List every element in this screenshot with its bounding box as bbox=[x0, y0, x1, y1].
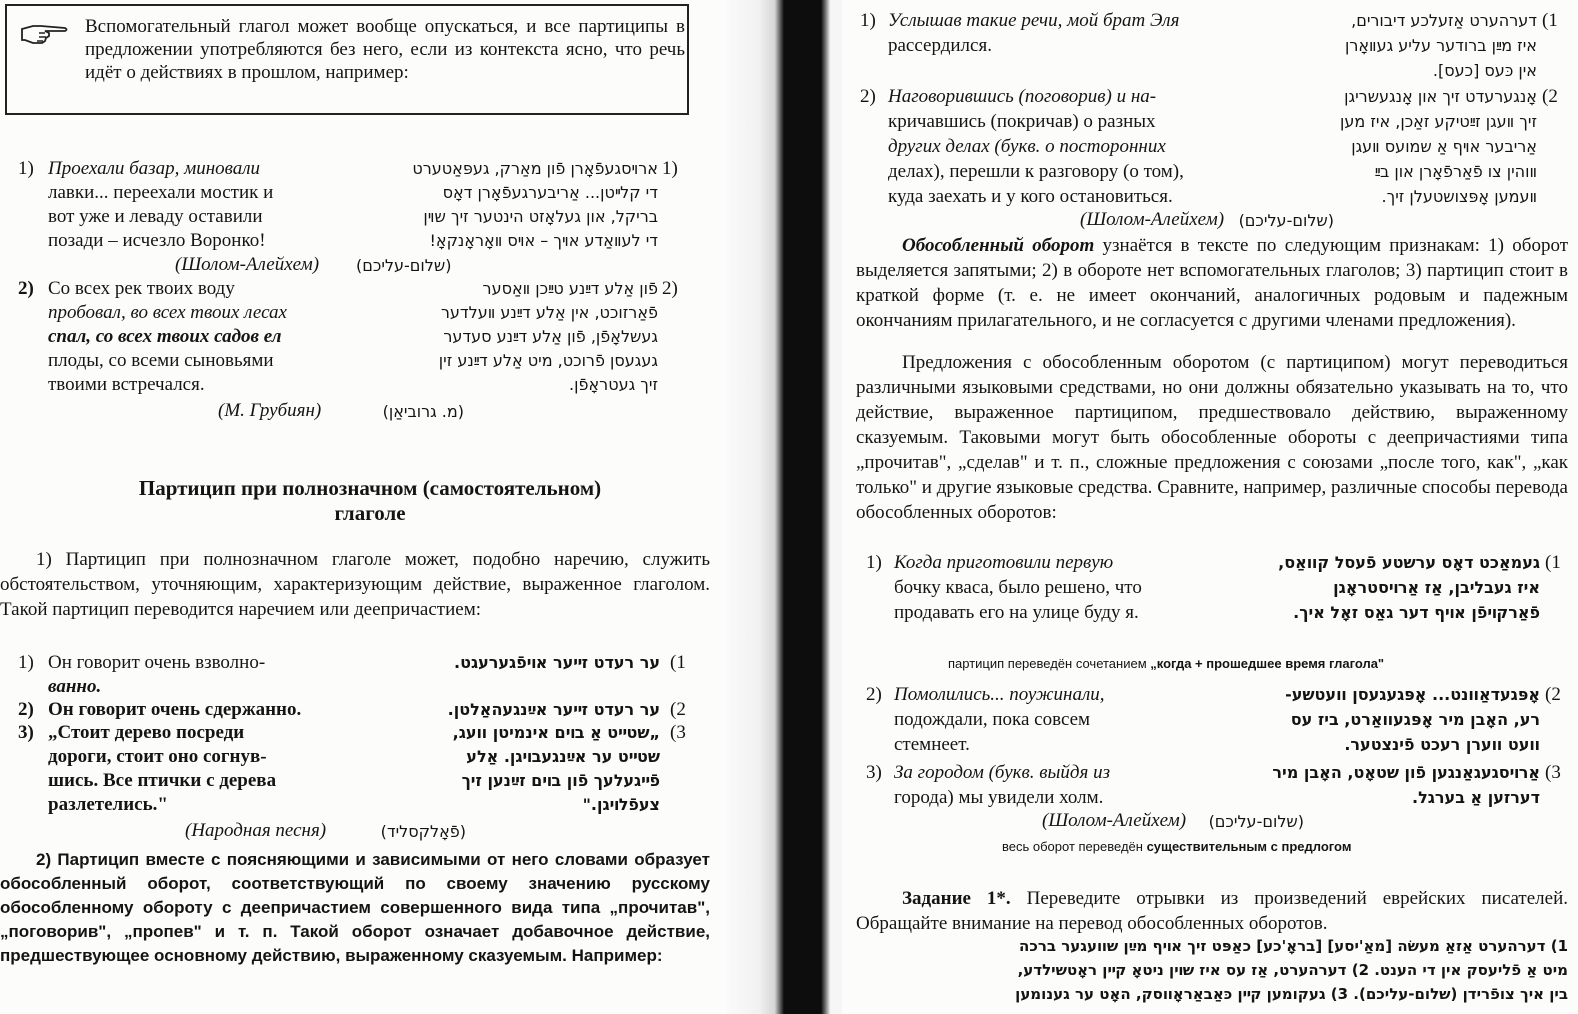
ex3-ru-3c: шись. Все птички с дерева bbox=[48, 770, 277, 791]
rex1-number: 1) bbox=[860, 10, 876, 31]
pointing-hand-icon bbox=[19, 20, 69, 50]
ex3-heb-number-2: (2 bbox=[670, 699, 686, 720]
ex2-author-heb: (מ. גרוביאַן) bbox=[382, 402, 464, 421]
rex1-heb-3: אין כּעס [כעס]. bbox=[1432, 61, 1537, 80]
rex5-ru-2: города) мы увидели холм. bbox=[894, 787, 1104, 808]
task-heb-line-3: בין איך צופֿרידן (שלום-עליכם). 3) געקומען קײן כּאַבאַראָװסק, האָט ער גענומען bbox=[1015, 985, 1568, 1003]
ex2-ru-line-2: пробовал, во всех твоих лесах bbox=[48, 302, 287, 323]
rex3-ru-1: Когда приготовили первую bbox=[894, 552, 1114, 573]
ex1-ru-line-2: лавки... переехали мостик и bbox=[48, 182, 274, 203]
rex4-ru-1: Помолились... поужинали, bbox=[894, 684, 1105, 705]
ex3-heb-number-1: (1 bbox=[670, 652, 686, 673]
rex3-heb-1: געמאַכט דאָס ערשטע פֿעסל קװאַס, bbox=[1278, 553, 1540, 572]
ex3-heb-3c: פֿײגעלעך פֿון בױם זײַנען זיך bbox=[461, 771, 660, 790]
ex3-heb-number-3: (3 bbox=[670, 722, 686, 743]
ex2-heb-line-5: זיך געטראָפֿן. bbox=[569, 375, 658, 394]
ex1-heb-line-1: ארױסגעפֿאָרן פֿון מאַרק, געפּאַטערט bbox=[412, 159, 658, 178]
rex4-number: 2) bbox=[866, 684, 882, 705]
paragraph-1: 1) Партицип при полнозначном глаголе может, подобно наречию, служить обстоятельством, уточняющим, характеризующим действие, выраженное глаголом. Такой партицип переводится наречием или деепричастием: bbox=[0, 549, 710, 620]
rex3-ru-2: бочку кваса, было решено, что bbox=[894, 577, 1142, 598]
ex3-number-3: 3) bbox=[18, 722, 34, 743]
rex-top-author-heb: (שלום-עליכם) bbox=[1238, 211, 1334, 230]
rex1-heb-1: דערהערט אַזעלכע דיבורים, bbox=[1351, 11, 1537, 30]
rex2-ru-4: делах), перешли к разговору (о том), bbox=[888, 161, 1184, 182]
ex3-heb-2: ער רעדט זײער אײַנגעהאַלטן. bbox=[447, 700, 660, 719]
rex3-number: 1) bbox=[866, 552, 882, 573]
ex3-author-heb: (פֿאָלקסליד) bbox=[380, 822, 466, 841]
ex2-ru-line-3: спал, со всех твоих садов ел bbox=[48, 326, 282, 347]
rex2-heb-4: װוהין צו פֿאַרפֿאָרן און בײַ bbox=[1374, 162, 1537, 181]
ex3-number-2: 2) bbox=[18, 699, 34, 720]
ex2-author: (М. Грубиян) bbox=[218, 400, 322, 421]
ex1-heb-line-2: די קלײטן... אַריבערגעפֿאָרן דאָס bbox=[442, 183, 658, 202]
ex3-heb-3d: צעפֿלױגן." bbox=[582, 795, 660, 814]
rex5-heb-number: (3 bbox=[1545, 762, 1561, 783]
right-paragraph-2: Предложения с обособленным оборотом (с партиципом) могут переводиться различными языковыми средствами, но они должны обязательно указывать на то, что действие, выраженное партиципом, предшествовало действию, выраженному сказуемым. Таковыми могут быть обособленные обороты с деепричастиями типа „прочитав", „сделав" и т. п., сложные предложения с союзами „после того, как", „как только" и другие языковые средства. Сравните, например, различные способы перевода обособленных оборотов: bbox=[856, 352, 1568, 523]
ex1-heb-line-4: די לעװאַדע אױך – אױס װאָראָנקאָ! bbox=[429, 231, 658, 250]
rex1-ru-1: Услышав такие речи, мой брат Эля bbox=[888, 10, 1180, 31]
ex1-ru-line-1: Проехали базар, миновали bbox=[48, 158, 261, 179]
rex4-heb-number: (2 bbox=[1545, 684, 1561, 705]
rex-low-author: (Шолом-Алейхем) bbox=[1042, 810, 1187, 831]
rex2-heb-number: (2 bbox=[1542, 86, 1558, 107]
ex2-heb-line-1: פֿון אַלע דײַנע טײַכן װאַסער bbox=[482, 279, 658, 298]
caption-1-bold: „когда + прошедшее время глагола" bbox=[1150, 656, 1385, 671]
rex2-heb-5: װעמען אָפּצושטעלן זיך. bbox=[1381, 187, 1537, 206]
ex3-author: (Народная песня) bbox=[185, 820, 327, 841]
rex3-heb-2: איז געבליבן, אַז אַרױסטראָגן bbox=[1333, 578, 1540, 597]
right-paragraph-1-rest: узнаётся в тексте по следующим признакам: 1) оборот выделяется запятыми; 2) в обороте нет вспомогательных глаголов; 3) партицип стоит в краткой форме (т. е. не имеет окончаний, аналогичных родовым и падежным окончаниям прилагательного, и не согласуется с другими членами предложения). bbox=[856, 235, 1568, 331]
left-page bbox=[0, 0, 726, 1014]
ex2-heb-line-4: געגעסן פֿרוכט, מיט אַלע דײַנע זין bbox=[438, 351, 658, 370]
note-box bbox=[5, 4, 689, 115]
rex4-heb-3: װעט װערן רעכט פֿינצטער. bbox=[1344, 735, 1540, 754]
rex4-heb-2: רע, האָבן מיר אָפּגעװאַרט, ביז עס bbox=[1290, 710, 1540, 729]
ex3-ru-1: Он говорит очень взволно- bbox=[48, 652, 266, 673]
ex2-heb-line-2: פֿאַרזוכט, אין אַלע דײַנע װעלדער bbox=[440, 303, 658, 322]
section-heading-line-1: Партицип при полнозначном (самостоятельном) bbox=[138, 476, 602, 500]
ex1-author-heb: (שלום-עליכם) bbox=[356, 256, 452, 275]
ex1-ru-line-4: позади – исчезло Воронко! bbox=[48, 230, 266, 251]
ex3-heb-3b: שטײט ער אײַנגעבױגן. אַלע bbox=[466, 747, 660, 766]
rex4-ru-2: подождали, пока совсем bbox=[894, 709, 1091, 730]
right-page bbox=[842, 0, 1578, 1014]
note-text: Вспомогательный глагол может вообще опускаться, и все партиципы в предложении употребляются без него, если из контекста ясно, что речь идёт о действиях в прошлом, например: bbox=[85, 16, 685, 83]
ex1-heb-number: 1) bbox=[662, 158, 678, 179]
ex3-ru-3b: дороги, стоит оно согнув- bbox=[48, 746, 267, 767]
rex5-heb-2: דערזען אַ בערגל. bbox=[1412, 788, 1540, 807]
rex5-number: 3) bbox=[866, 762, 882, 783]
ex3-ru-3d: разлетелись." bbox=[48, 794, 168, 815]
rex3-heb-number: (1 bbox=[1545, 552, 1561, 573]
rex3-ru-3: продавать его на улице буду я. bbox=[894, 602, 1139, 623]
ex2-heb-number: 2) bbox=[662, 278, 678, 299]
ex3-ru-1b: ванно. bbox=[48, 676, 102, 697]
term-highlight: Обособленный оборот bbox=[902, 235, 1095, 256]
rex2-ru-3: других делах (букв. о посторонних bbox=[888, 136, 1166, 157]
caption-1-prefix: партицип переведён сочетанием bbox=[948, 656, 1151, 671]
rex2-heb-1: אָנגערעדט זיך און אָנגעשריגן bbox=[1344, 87, 1537, 106]
task-title: Задание 1*. bbox=[902, 888, 1011, 909]
paragraph-2: 2) Партицип вместе с поясняющими и зависимыми от него словами образует обособленный оборот, соответствующий по своему значению русскому обособленному обороту с деепричастием совершенного вида типа „прочитав", „поговорив", „пропев" и т. п. Такой оборот означает добавочное действие, предшествующее основному действию, выраженному сказуемым. Например: bbox=[0, 850, 710, 965]
ex3-ru-3: „Стоит дерево посреди bbox=[48, 722, 245, 743]
task-text: Переведите отрывки из произведений еврейских писателей. Обращайте внимание на перевод обособленных оборотов. bbox=[856, 888, 1568, 934]
rex1-heb-2: איז מײַן ברודער עליע געװאָרן bbox=[1344, 36, 1537, 55]
ex1-heb-line-3: בריקל, און געלאָזט הינטער זיך שױן bbox=[423, 207, 658, 226]
ex3-heb-3: „שטײט אַ בױם אינמיטן װעג, bbox=[452, 723, 660, 742]
rex4-heb-1: אָפּגעדאַװנט... אָפּגעגעסן װעטשע- bbox=[1285, 685, 1540, 704]
ex2-number: 2) bbox=[18, 278, 34, 299]
rex1-heb-number: (1 bbox=[1542, 10, 1558, 31]
ex2-ru-line-5: твоими встречался. bbox=[48, 374, 205, 395]
rex2-heb-2: זיך װעגן זײַטיקע זאַכן, איז מען bbox=[1340, 112, 1537, 131]
ex1-author: (Шолом-Алейхем) bbox=[175, 254, 320, 275]
ex3-ru-2: Он говорит очень сдержанно. bbox=[48, 699, 302, 720]
rex-top-author: (Шолом-Алейхем) bbox=[1080, 209, 1225, 230]
caption-2 bbox=[1002, 838, 1351, 856]
rex2-ru-5: куда заехать и у кого остановиться. bbox=[888, 186, 1173, 207]
task-paragraph bbox=[856, 886, 1568, 936]
rex2-heb-3: אַריבער אױף אַ שמועס װעגן bbox=[1351, 137, 1537, 156]
caption-2-prefix: весь оборот переведён bbox=[1002, 839, 1147, 854]
rex2-ru-1: Наговорившись (поговорив) и на- bbox=[888, 86, 1157, 107]
task-heb-line-1: 1) דערהערט אַזאַ מעשׂה [מאַ'יסע] [בראָ'כע] כאַפּט זיך אױף מײַן שװעגער ברכה bbox=[1019, 937, 1568, 955]
right-paragraph-1 bbox=[856, 233, 1568, 333]
caption-1 bbox=[948, 655, 1384, 673]
rex5-ru-1: За городом (букв. выйдя из bbox=[894, 762, 1111, 783]
section-heading-line-2: глаголе bbox=[334, 501, 406, 525]
ex1-ru-line-3: вот уже и леваду оставили bbox=[48, 206, 263, 227]
rex-low-author-heb: (שלום-עליכם) bbox=[1208, 812, 1304, 831]
rex4-ru-3: стемнеет. bbox=[894, 734, 970, 755]
rex3-heb-3: פֿאַרקױפֿן אױף דער גאַס זאָל איך. bbox=[1293, 603, 1540, 622]
ex3-number-1: 1) bbox=[18, 652, 34, 673]
task-heb-line-2: מיט אַ פֿליעסק אין די הענט. 2) דערהערט, אַז עס איז שױן ניטאָ קײן ראָטשילדע, bbox=[1017, 961, 1568, 979]
rex2-number: 2) bbox=[860, 86, 876, 107]
ex1-number: 1) bbox=[18, 158, 34, 179]
rex2-ru-2: кричавшись (покричав) о разных bbox=[888, 111, 1156, 132]
ex2-ru-line-1: Со всех рек твоих воду bbox=[48, 278, 235, 299]
page-gutter bbox=[726, 0, 842, 1014]
rex5-heb-1: אַרױסגעגאַנגען פֿון שטאָט, האָבן מיר bbox=[1272, 763, 1540, 782]
rex1-ru-2: рассердился. bbox=[888, 35, 992, 56]
caption-2-bold: существительным с предлогом bbox=[1146, 839, 1352, 854]
ex3-heb-1: ער רעדט זײער אױפֿגערעגט. bbox=[454, 653, 660, 672]
ex2-heb-line-3: געשלאָפֿן, פֿון אַלע דײַנע סעדער bbox=[443, 327, 658, 346]
ex2-ru-line-4: плоды, со всеми сыновьями bbox=[48, 350, 274, 371]
